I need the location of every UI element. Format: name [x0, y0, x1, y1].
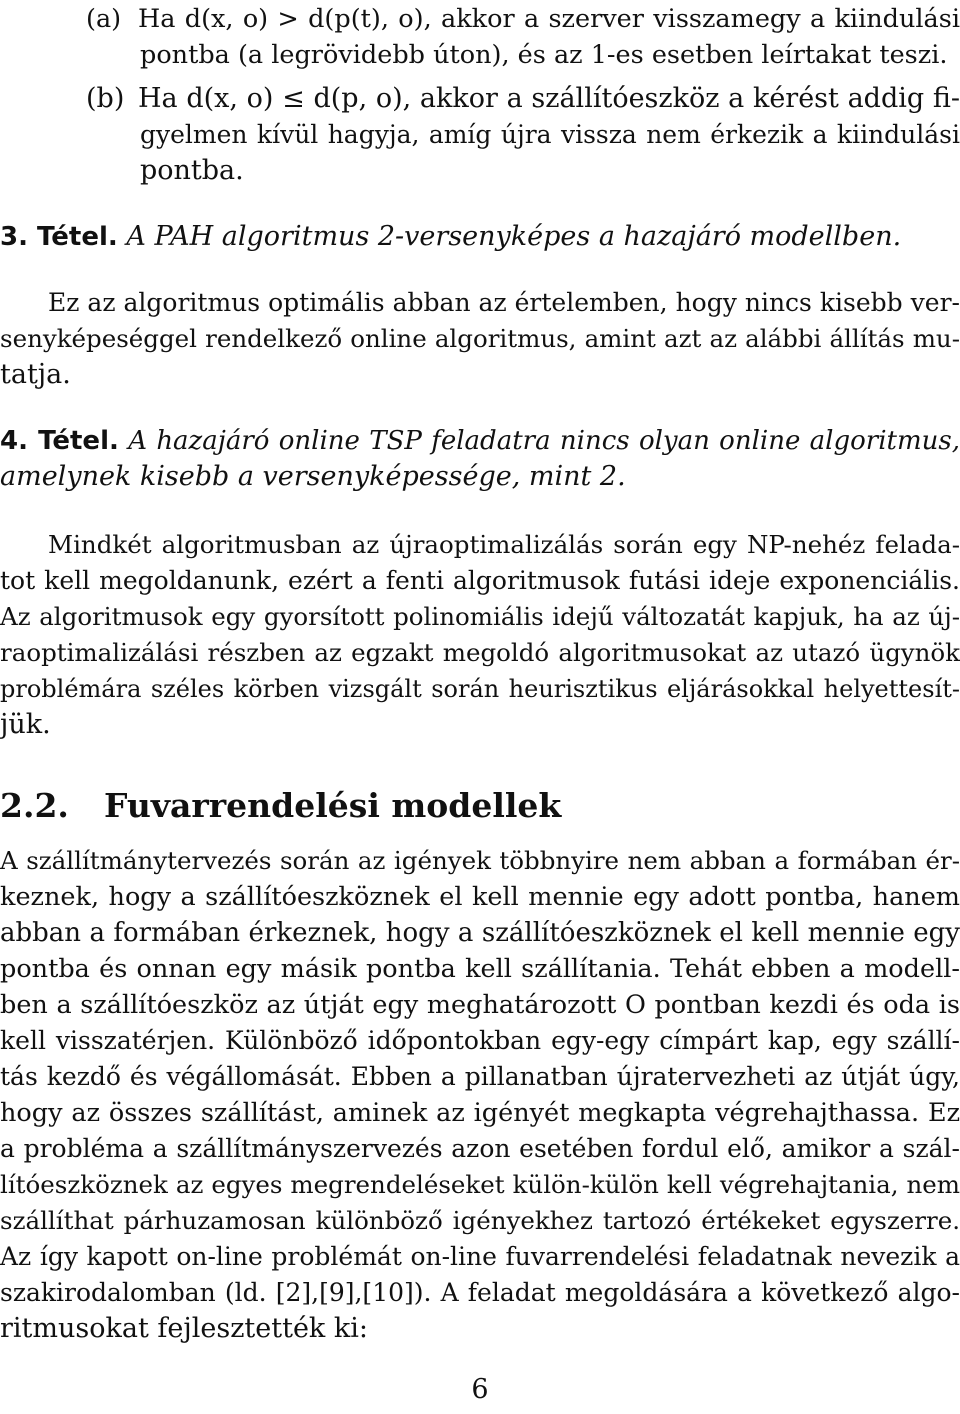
paragraph-2-line-5: problémára széles körben vizsgált során heurisztikus eljárásokkal helyettesít- — [0, 675, 960, 703]
theorem-3-statement: A PAH algoritmus 2-versenyképes a hazajáró modellben. — [126, 221, 902, 252]
list-item-b-line-2: gyelmen kívül hagyja, amíg újra vissza nem érkezik a kiindulási — [140, 120, 960, 149]
paragraph-3-line-1: A szállítmánytervezés során az igények többnyire nem abban a formában ér- — [0, 846, 960, 875]
paragraph-3-line-14: ritmusokat fejlesztették ki: — [0, 1313, 368, 1344]
paragraph-3-line-4: pontba és onnan egy másik pontba kell szállítania. Tehát ebben a modell- — [0, 954, 960, 984]
theorem-3-head: 3. Tétel. — [0, 222, 118, 252]
list-item-b-line-1 — [0, 80, 960, 118]
theorem-4-line-2: amelynek kisebb a versenyképessége, mint 2. — [0, 461, 626, 492]
list-item-b-label: (b) — [86, 83, 125, 114]
list-item-a-line-2: pontba (a legrövidebb úton), és az 1-es esetben leírtakat teszi. — [140, 40, 948, 70]
paragraph-1-line-3: tatja. — [0, 359, 71, 390]
theorem-4-text-1: A hazajáró online TSP feladatra nincs olyan online algoritmus, — [128, 426, 960, 456]
paragraph-3-line-2: keznek, hogy a szállítóeszköznek el kell mennie egy adott pontba, hanem — [0, 882, 960, 912]
list-item-a-text-1: Ha d(x, o) > d(p(t), o), akkor a szerver visszamegy a kiindulási — [138, 4, 960, 34]
paragraph-1-line-1: Ez az algoritmus optimális abban az értelemben, hogy nincs kisebb ver- — [48, 288, 960, 317]
page-number: 6 — [471, 1374, 489, 1405]
theorem-3 — [0, 218, 960, 256]
paragraph-2-line-6: jük. — [0, 709, 51, 740]
paragraph-3-line-13: szakirodalomban (ld. [2],[9],[10]). A feladat megoldására a következő algo- — [0, 1278, 960, 1307]
paragraph-2-line-4: raoptimalizálási részben az egzakt megoldó algoritmusokat az utazó ügynök — [0, 638, 960, 667]
list-item-a-line-1 — [0, 0, 960, 38]
section-title: Fuvarrendelési modellek — [104, 786, 562, 825]
paragraph-2-line-3: Az algoritmusok egy gyorsított polinomiális idejű változatát kapjuk, ha az új- — [0, 602, 960, 631]
paragraph-3-line-6: kell visszatérjen. Különböző időpontokban egy-egy címpárt kap, egy szállí- — [0, 1026, 960, 1055]
paragraph-3-line-7: tás kezdő és végállomását. Ebben a pillanatban újratervezheti az útját úgy, — [0, 1062, 960, 1091]
paragraph-3-line-12: Az így kapott on-line problémát on-line fuvarrendelési feladatnak nevezik a — [0, 1242, 960, 1271]
theorem-4-line-1 — [0, 422, 960, 460]
theorem-4-head: 4. Tétel. — [0, 426, 119, 456]
list-item-b-text-1: Ha d(x, o) ≤ d(p, o), akkor a szállítóeszköz a kérést addig fi- — [138, 83, 960, 114]
paragraph-2-line-2: tot kell megoldanunk, ezért a fenti algoritmusok futási ideje exponenciális. — [0, 566, 960, 595]
section-number: 2.2. — [0, 786, 69, 825]
section-heading — [0, 784, 960, 828]
list-item-a-label: (a) — [86, 4, 122, 34]
paragraph-3-line-3: abban a formában érkeznek, hogy a szállítóeszköznek el kell mennie egy — [0, 918, 960, 948]
paragraph-2-line-1: Mindkét algoritmusban az újraoptimalizálás során egy NP-nehéz felada- — [48, 530, 960, 559]
paragraph-3-line-9: a probléma a szállítmányszervezés azon esetében fordul elő, amikor a szál- — [0, 1134, 960, 1163]
paragraph-3-line-10: lítóeszköznek az egyes megrendeléseket külön-külön kell végrehajtania, nem — [0, 1170, 960, 1199]
paragraph-1-line-2: senyképeséggel rendelkező online algoritmus, amint azt az alábbi állítás mu- — [0, 324, 960, 353]
paragraph-3-line-11: szállíthat párhuzamosan különböző igényekhez tartozó értékeket egyszerre. — [0, 1206, 960, 1235]
paragraph-3-line-5: ben a szállítóeszköz az útját egy meghatározott O pontban kezdi és oda is — [0, 990, 960, 1020]
paragraph-3-line-8: hogy az összes szállítást, aminek az igényét megkapta végrehajthassa. Ez — [0, 1098, 960, 1128]
list-item-b-line-3: pontba. — [140, 155, 244, 186]
